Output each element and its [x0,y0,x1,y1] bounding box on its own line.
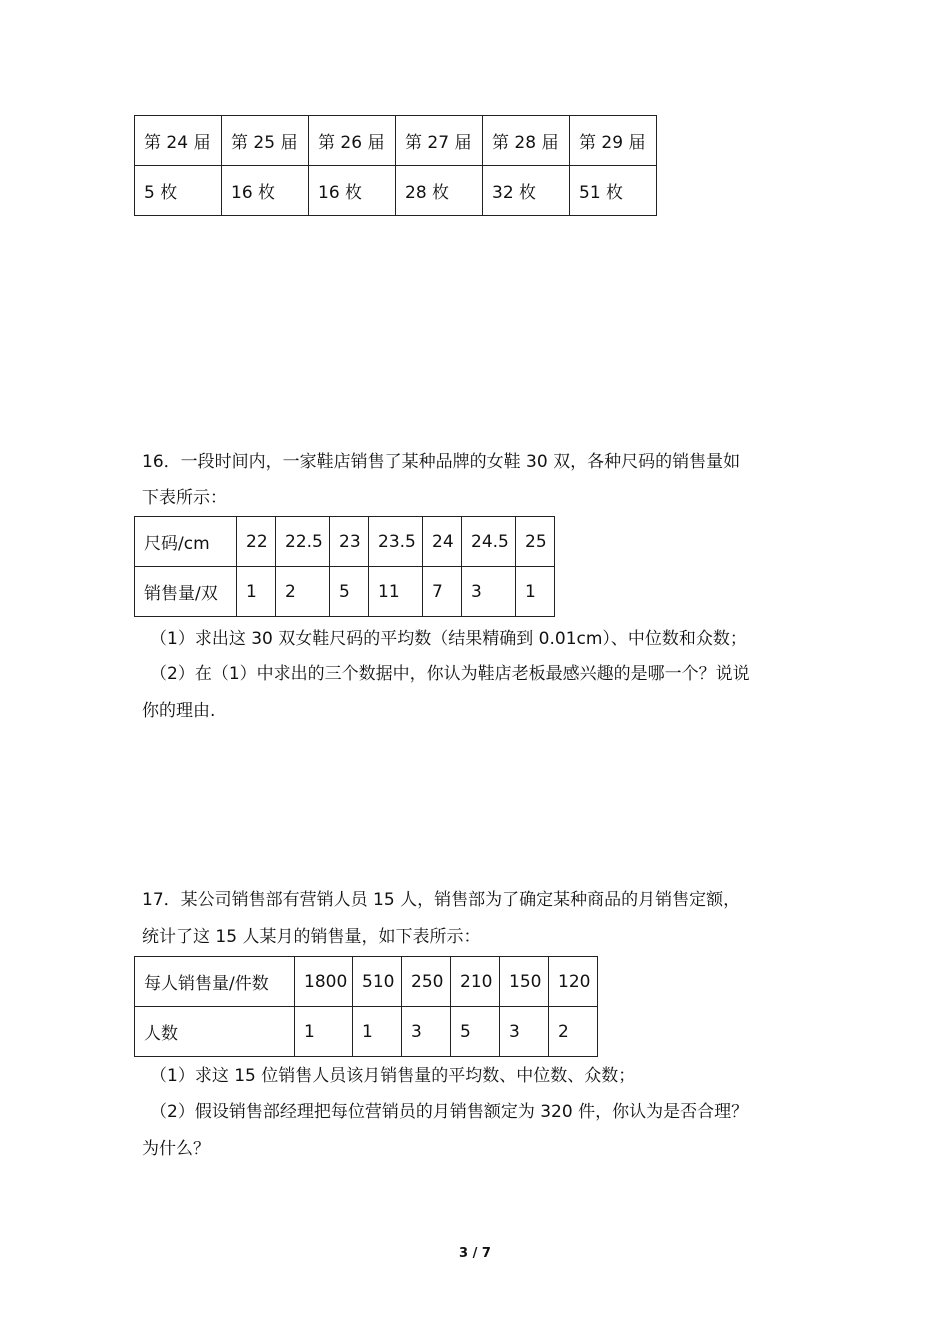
table-cell: 22 [237,517,276,567]
table-cell: 1 [516,567,555,617]
q17-subquestion-1: （1）求这 15 位销售人员该月销售量的平均数、中位数、众数； [150,1066,636,1086]
q17-text-line1: 17．某公司销售部有营销人员 15 人，销售部为了确定某种商品的月销售定额， [142,890,741,910]
q16-subquestion-2b: 你的理由. [142,701,216,721]
table-cell: 250 [402,957,451,1007]
table-cell: 1800 [295,957,353,1007]
table-row [135,567,555,617]
table-cell: 每人销售量/件数 [135,957,295,1007]
table-cell: 5 [330,567,369,617]
table-row [135,1007,598,1057]
table-cell: 3 [462,567,516,617]
table-cell: 5 枚 [135,166,222,216]
q16-text-line1: 16．一段时间内，一家鞋店销售了某种品牌的女鞋 30 双，各种尺码的销售量如 [142,452,741,472]
table-cell: 150 [500,957,549,1007]
table-cell: 人数 [135,1007,295,1057]
table-cell: 16 枚 [222,166,309,216]
table-cell: 11 [369,567,423,617]
shoe-size-table [134,516,555,617]
table-cell: 第 29 届 [570,116,657,166]
table-cell: 3 [402,1007,451,1057]
table-cell: 210 [451,957,500,1007]
table-cell: 510 [353,957,402,1007]
awards-table [134,115,657,216]
table-cell: 23.5 [369,517,423,567]
table-cell: 22.5 [276,517,330,567]
sales-table [134,956,598,1057]
table-row [135,517,555,567]
table-cell: 1 [237,567,276,617]
q17-text-line2: 统计了这 15 人某月的销售量，如下表所示： [142,927,481,947]
table-cell: 3 [500,1007,549,1057]
table-cell: 第 26 届 [309,116,396,166]
table-row [135,166,657,216]
table-cell: 23 [330,517,369,567]
table-cell: 第 25 届 [222,116,309,166]
table-cell: 51 枚 [570,166,657,216]
table-cell: 28 枚 [396,166,483,216]
table-cell: 第 24 届 [135,116,222,166]
table-cell: 尺码/cm [135,517,237,567]
q17-subquestion-2b: 为什么？ [142,1139,210,1159]
table-cell: 25 [516,517,555,567]
table-cell: 24.5 [462,517,516,567]
table-cell: 7 [423,567,462,617]
table-cell: 第 27 届 [396,116,483,166]
table-row [135,116,657,166]
q16-text-line2: 下表所示： [142,488,227,508]
table-cell: 1 [295,1007,353,1057]
table-cell: 32 枚 [483,166,570,216]
q16-subquestion-1: （1）求出这 30 双女鞋尺码的平均数（结果精确到 0.01cm）、中位数和众数； [150,629,747,649]
table-cell: 1 [353,1007,402,1057]
table-cell: 2 [549,1007,598,1057]
q17-subquestion-2a: （2）假设销售部经理把每位营销员的月销售额定为 320 件，你认为是否合理？ [150,1102,749,1122]
table-cell: 16 枚 [309,166,396,216]
table-cell: 第 28 届 [483,116,570,166]
table-cell: 5 [451,1007,500,1057]
table-row [135,957,598,1007]
page-number: 3 / 7 [459,1246,491,1261]
table-cell: 销售量/双 [135,567,237,617]
q16-subquestion-2a: （2）在（1）中求出的三个数据中，你认为鞋店老板最感兴趣的是哪一个？说说 [150,664,750,684]
table-cell: 120 [549,957,598,1007]
table-cell: 24 [423,517,462,567]
table-cell: 2 [276,567,330,617]
